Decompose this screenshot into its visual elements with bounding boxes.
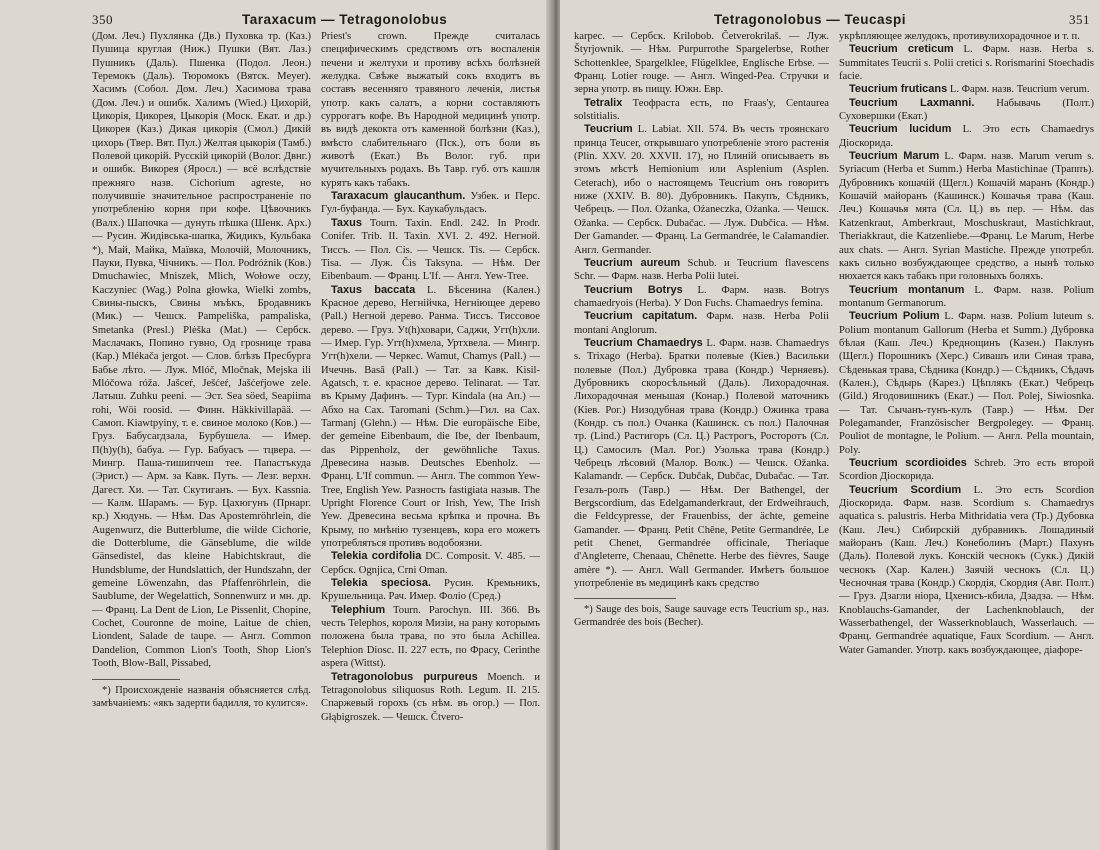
dictionary-entry: (Дом. Леч.) Пухлянка (Дв.) Пуховка тр. (Каз.) Пушица круглая (Ниж.) Пушки (Вят. Лаз.) Пушникъ (Даль). Пшенка (Подол. Леон.) Теремокъ (Даль). Тюромокъ (Вятск. Meyer). Хасимъ (Собол. Дом. Леч.) Хасимова трава (Дом. Леч.) и ошибк. Халимъ (Wied.) Цихорій, Цикорія, Цикорея, Цыкорія (Моск. Екат. и др.) Цикорея (Каз.) Дикая цикорія (Смол.) Дикій цихорь (Твер. Вят. Пул.) Желтая цыкорія (Тамб.) Полевой цикорій. Русскій цикорій (Волог. Двнг.) и ошибк. Викорея (Яросл.) — всё вслѣдствіе прежняго назв. Cichorium agreste, но получившіе значительное распространеніе по употребленію корня при кофе. Цѣвочникъ (Валх.) Шапочка — дунуть пѣшка (Шенк. Арх.) — Русин. Жидівська-шапка, Жидикъ, Кульбака *), Май, Майка, Маївка, Молочій, Молочникъ, Пауки, Пувка, Чічникъ. — Пол. Podróżnik (Ков.) Dmuchawiec, Mniszek, Mlich, Wołowe oczy, Kaczyniec (Wag.) Polna głowka, Wielki zombъ, Свины-пыскъ, Свины мъѣкъ, Бродавникъ (Мик.) — Чешск. Pampeliška, pampaliska, Smetanka (Presl.) Plėška (Mat.) — Сербск. Маслачакъ, Попино гувно, Од гроsнице трава (Кар.) Mlékača jergot. — Слов. блѣзъ Пресбурга Бабье лѣто. — Луж. Mlóč, Mločnak, Mejska ili Mlóčowa róža. Jašceŕ, Ješćeŕ, Jašćeŕjowe zele. Латыш. Zuhku peeni. — Эст. Sea söed, Seapiima rohi, Wöi roosid. — Финн. Häkkivillapää. — Самоп. Kiawtpyiny, т. е. свиное молоко (Ков.) — Груз. Бабусагдзала, Бурбушела. — Имер. П(h)у(h), бабуа. — Гур. Бабуасъ — тцвера. — Мингр. Паша-тишипчеш тее. Папастъкуда (Эрист.) — Арм. за Кавк. Путь. — Лезг. верхн. Дагест. Хи. — Тат. Скутиганъ. — Бух. Kassnia. — Калм. Шарамъ. — Бур. Цахюгунъ (Прнарг. кр.) Хюдунь. — Нѣм. Das Apostemröhrlein, die Augenwurz, die Butterblume, die wilde Cichorie, die Dotterblume, die Gänseblume, die wilde Gänsedistel, das kleine Habichtskraut, die Hundsblume, der Hundslattich, der Hundszahn, der gemeine Löwenzahn, das Pfaffenröhrlein, die Saublume, der Wegelattich, Sonnenwurz и мн. др. — Франц. La Dent de Lion, Le Pissenlit, Chopine, Cochet, Couronne de moine, Laitue de chien, Liondent, Salade de taupe. — Англ. Common Dandelion, Common Lion's Tooth, Shop Lion's Tooth, Blow-Ball, Pissabed, [92,31,311,670]
page-number: 351 [1069,12,1090,27]
text-columns [92,30,540,724]
entry-headword: Teucrium Marum [849,150,940,163]
dictionary-entry: Priest's crown. Прежде считалась специфическимъ средствомъ отъ воспаленія печени и желтухи и противу всѣхъ болѣзней желудка. Свѣже выжатый сокъ входитъ въ составъ весенняго травяного леченія, листья употр. какъ салатъ, а корни составляютъ суррогатъ кофе. Въ Народной медицинѣ употр. въ видѣ декокта отъ каменной болѣзни (Каз.), вмѣсто слабительнаго (Пск.), отъ боли въ животѣ (Екат.) Въ Волог. губ. при мучительныхъ родахъ. Въ Тавр. губ. отъ кашля курятъ какъ табакъ. [321,31,540,189]
entry-headword: Teucrium Botrys [584,283,683,296]
dictionary-entry: Teucrium Laxmanni. Набывачь (Полт.) Суховершки (Екат.) [839,96,1094,123]
entry-headword: Taxus [331,216,362,229]
dictionary-entry: Teucrium Polium L. Фарм. назв. Polium luteum s. Polium montanum Gallorum (Herba et Summ.) Дубровка бѣлая (Каш. Леч.) Креднощинъ (Казен.) Паклунъ (Щегл.) Порошникъ (Херс.) Сивашъ или Синая трава, Сѣденькая трава, Сѣдника (Кондр.) — Сѣдникъ, Сѣдачъ (Кален.), Сѣдырь (Карез.) Цѣплякъ (Екат.) Чебрецъ (Gild.) Ягодовишникъ (Екат.) — Пол. Poleј, Siwiosnka. — Тат. Сычанъ-тунъ-кулъ (Тавр.) — Нѣм. Der Polegamander, Französischer Bergpolegey. — Франц. Pouliot de montagne, le Polium. — Англ. Pella mountain, Poly. [839,310,1094,456]
column-1 [92,30,311,724]
entry-headword: Teucrium capitatum. [584,310,698,323]
running-head-left [92,10,540,30]
entry-headword: Teucrium Polium [849,310,940,323]
dictionary-entry: Telekia cordifolia DC. Composit. V. 485. — Сербск. Ognjica, Crni Oman. [321,550,540,576]
entry-headword: Taxus baccata [331,283,416,296]
column-2 [321,30,540,724]
entry-headword: Telekia speciosa. [331,577,431,590]
footnote-text: *) Sauge des bois, Sauge sauvage есть Teucrium sp., наз. Germandrée des bois (Becher). [574,604,829,629]
dictionary-entry: Teucrium aureum Schub. и Teucrium flavescens Schr. — Фарм. назв. Herba Polii lutei. [574,256,829,283]
running-head-title: Taraxacum — Tetragonolobus [242,12,448,27]
entry-headword: Teucrium [584,123,633,136]
entry-headword: Teucrium fruticans [849,83,948,96]
entry-headword: Telephium [331,603,386,616]
dictionary-entry: Teucrium Scordium L. Это есть Scordion Діоскорида. Фарм. назв. Scordium s. Chamaedrys aquatica s. palustris. Herba Mithridatia vera (Тр.) Дубовка (Каш. Леч.) Сибирскій дубравникъ. Лошадиный майоранъ (Каш. Леч.) Конеболинъ (Март.) Пахунъ (Даль). Полевой лукъ. Конскій чеснокъ (Сукк.) Дикій чеснокъ (Хар. Кален.) Заячій чеснокъ (Сл. Ц.) Чесночная трава (Кондр.) Скордія, Скордия (Авг. Полт.) — Груз. Дзагли ніора, Цхенисъ-кбила, Дзадза. — Нѣм. Knoblauchs-Gamander, der Lachenknoblauch, der Wasserbathengel, der Wasserknoblauch, Wasserlauch. — Франц. Germandrée aquatique, Faux Scordium. — Англ. Water Gamander. Употр. какъ возбуждающее, діафоре- [839,483,1094,656]
text-columns [574,30,1094,657]
page-number: 350 [92,12,113,27]
entry-headword: Teucrium aureum [584,256,681,269]
dictionary-entry: Teucrium creticum L. Фарм. назв. Herba s. Summitates Teucrii s. Polii cretici s. Rorismarini Stoechadis facie. [839,43,1094,83]
dictionary-entry: Tetragonolobus purpureus Moench. и Tetragonolobus siliquosus Roth. Legum. II. 215. Спаржевый горохъ (съ нѣм. въ огор.) — Пол. Głąbigroszek. — Чешск. Čtvero- [321,670,540,723]
dictionary-entry: Teucrium montanum L. Фарм. назв. Polium montanum Germanorum. [839,283,1094,309]
dictionary-entry: Teucrium Botrys L. Фарм. назв. Botrys chamaedryois (Herba). У Don Fuchs. Chamaedrys femina. [574,283,829,309]
footnote-text: *) Происхожденіе названія объясняется слѣд. замѣчаніемъ: «якъ задерти бадилля, то кулится». [92,684,311,709]
dictionary-entry: Taxus Tourn. Taxin. Endl. 242. In Prodr. Conifer. Trib. II. Taxin. XVI. 2. 492. Негной. Тиссъ. — Пол. Cis. — Чешск. Tis. — Сербск. Tisa. — Луж. Čis Taksyna. — Нѣм. Der Eibenbaum. — Франц. L'If. — Англ. Yew-Tree. [321,216,540,283]
dictionary-entry: Teucrium Chamaedrys L. Фарм. назв. Chamaedrys s. Trixago (Herba). Братки полевые (Кiев.) Васильки полевые (Пол.) Дубровка трава (Кондр.) Черняевъ). Дубровникъ скоросѣльный (Даль). Лихорадочная. Лихорадочная меньшая (Конар.) Полевой маточникъ (Кiев. Рог.) Низодубная трава (Кондр.) Ожинка трава (Кондр. съ пол.) Очанка (Кашинск. съ пол.) Палочная тр. (Lind.) Растигоръ (Сл. Ц.) Растрогъ, Росторотъ (Сл. Ц.) Самосилъ (Мал. Рог.) Узолька трава (Кондр.) Чебрецъ лѣсовий (Малор. Волк.) — Чешск. Ožanka. Kalamandr. — Сербск. Dubčak, Dubčac, Dubačac. — Тат. Гезалъ-ролъ (Тавр.) — Нѣм. Der Bathengel, der Bergscordium, das Edelgamanderkraut, der Erdweihrauch, die Feldcypresse, der Frauenbiss, der ächte, gemeine Gamander. — Франц. Petit Chêne, Petite Germandrée, Le petit Chenet, Germandrée officinale, Theriaque d'Angleterre, Chenaau, Chênette. Herbe des fièvres, Sauge amère *). — Англ. Wall Germander. Имѣетъ большое употребленіе въ медицинѣ какъ средство [574,336,829,590]
entry-headword: Teucrium montanum [849,283,965,296]
right-page [560,0,1100,850]
entry-headword: Taraxacum glaucanthum. [331,190,466,203]
column-2 [839,30,1094,657]
dictionary-entry: укрѣпляющее желудокъ, противулихорадочное и т. п. [839,31,1080,42]
running-head-title: Tetragonolobus — Teucaspi [714,12,907,27]
footnote [574,603,829,629]
dictionary-entry: Taraxacum glaucanthum. Узбек. и Перс. Гул-буфанда. — Бух. Каукабульдасъ. [321,190,540,216]
dictionary-entry: Telekia speciosa. Русин. Кремьникъ, Крушельница. Рач. Имер. Фоліо (Сред.) [321,577,540,603]
entry-headword: Teucrium scordioides [849,457,967,469]
dictionary-entry: Tetralix Теофраста есть, по Fraas'y, Centaurea solstitialis. [574,96,829,123]
dictionary-entry: Taxus baccata L. Бѣсенина (Кален.) Красное дерево, Негнійчка, Негніющее дерево (Pall.) Негной дерево. Ранма. Тиссъ. Тиссовое дерево. — Груз. Уt(h)ховари, Саджи, Уrт(h)хли. — Имер. Гур. Уrт(h)хмела, Уртхвела. — Мингр. Уrт(h)хели. — Черкес. Wamut, Chamys (Pall.) — Ичечнь. Basâ (Pall.) — Тат. за Кавк. Kisil-Agatsch, т. е. красное дерево. Telinarat. — Тат. въ Крыму Дафинъ. — Тург. Kindala (на Ап.) — Абхо на Сах. Taromani (Schm.)—Гил. на Сах. Tarmanj (Glehn.) — Нѣм. Die europäische Eibe, der gemeine Eibenbaum, die Ibe, der Ibenbaum, das Pippenholz, der gewöhnliche Taxus. Древесина назыв. Deutsches Ebenholz. — Франц. L'If commun. — Англ. The common Yew-Tree, English Yew. Разность fastigiata назыв. The Upright Florence Court or Irish, Yew, The Irish Yew. Древесина весьма крѣпка и прочна. Въ Крыму, по мнѣнію тузенцевъ, кора его можетъ употребляться противъ водобоязни. [321,283,540,550]
dictionary-entry: Teucrium scordioides Schreb. Это есть второй Scordion Діоскорида. [839,457,1094,483]
entry-headword: Teucrium Scordium [849,483,962,496]
entry-headword: Tetragonolobus purpureus [331,670,478,683]
column-1 [574,30,829,657]
dictionary-entry: karpec. — Сербск. Krilobob. Četverokrilaš. — Луж. Štyrjownik. — Нѣм. Purpurrothe Spargelerbse, Rother Schottenklee, Spargelklee, Flügelklee, Englische Erbse. — Франц. Lotier rouge. — Англ. Winged-Pea. Стручки и зерна употр. въ пищу. Южн. Евр. [574,31,829,96]
footnote-rule [92,679,180,680]
entry-headword: Teucrium Laxmanni. [849,96,975,109]
dictionary-entry: Teucrium lucidum L. Это есть Chamaedrys Діоскорида. [839,123,1094,149]
footnote [92,684,311,710]
footnote-rule [574,598,676,599]
entry-headword: Teucrium creticum [849,43,954,56]
entry-headword: Teucrium lucidum [849,123,952,136]
dictionary-entry: Teucrium Marum L. Фарм. назв. Marum verum s. Syriacum (Herba et Summ.) Herba Mastichinae (Траппъ). Дубровникъ кошачій (Щегл.) Кошачій маранъ (Кондр.) Кошачій майоранъ (Кашинск.) Кошачья трава (Каш. Леч.) Кошачья мята (Сл. Ц.) въ пер. — Нѣм. das Katzenkraut, Amberkraut, Moschuskraut, Mastichkraut, Theriakkraut, die Katzenliebe.—Франц. Le Marum, Herbe aux chats. — Англ. Syrian Mastiche. Прежде употребл. какъ сильно возбуждающее средство, а нынѣ только нюхается какъ табакъ при головныхъ боляхъ. [839,150,1094,283]
entry-headword: Tetralix [584,96,623,109]
entry-headword: Telekia cordifolia [331,550,422,563]
dictionary-entry: Teucrium capitatum. Фарм. назв. Herba Polii montani Anglorum. [574,310,829,336]
dictionary-entry: Teucrium fruticans L. Фарм. назв. Teucrium verum. [849,83,1090,96]
running-head-right [574,10,1094,30]
dictionary-entry: Teucrium L. Labiat. XII. 574. Въ честь троянскаго принца Teucer, открывшаго употребленіе этого растенія (Plin. XXV. 20. XXVII. 17), но Плинiй описываетъ въ этомъ мѣстѣ Hemionium или Asplenium (Asplen. Ceterach), ибо о настоящемъ Teucrium онъ говоритъ ниже (XXIV. В. 80). Дубровникъ. Пакупъ, Сѣдникъ, Чебрецъ. — Пол. Ożanka, Ożaneczka, Ożanka. — Чешск. Ožanka. — Сербск. Dubačac. — Луж. Dubčica. — Нѣм. Der Gamander. — Франц. La Germandrée, le Calamandier. Англ. Germander. [574,123,829,256]
entry-headword: Teucrium Chamaedrys [584,336,703,349]
dictionary-entry: Telephium Tourn. Parochyn. III. 366. Въ честь Telephos, короля Мизіи, на рану которымъ положена была трава, по это была Achillea. Telephion Diosc. II. 227 есть, по Фрасу, Cerinthe aspera (Wittst). [321,603,540,670]
